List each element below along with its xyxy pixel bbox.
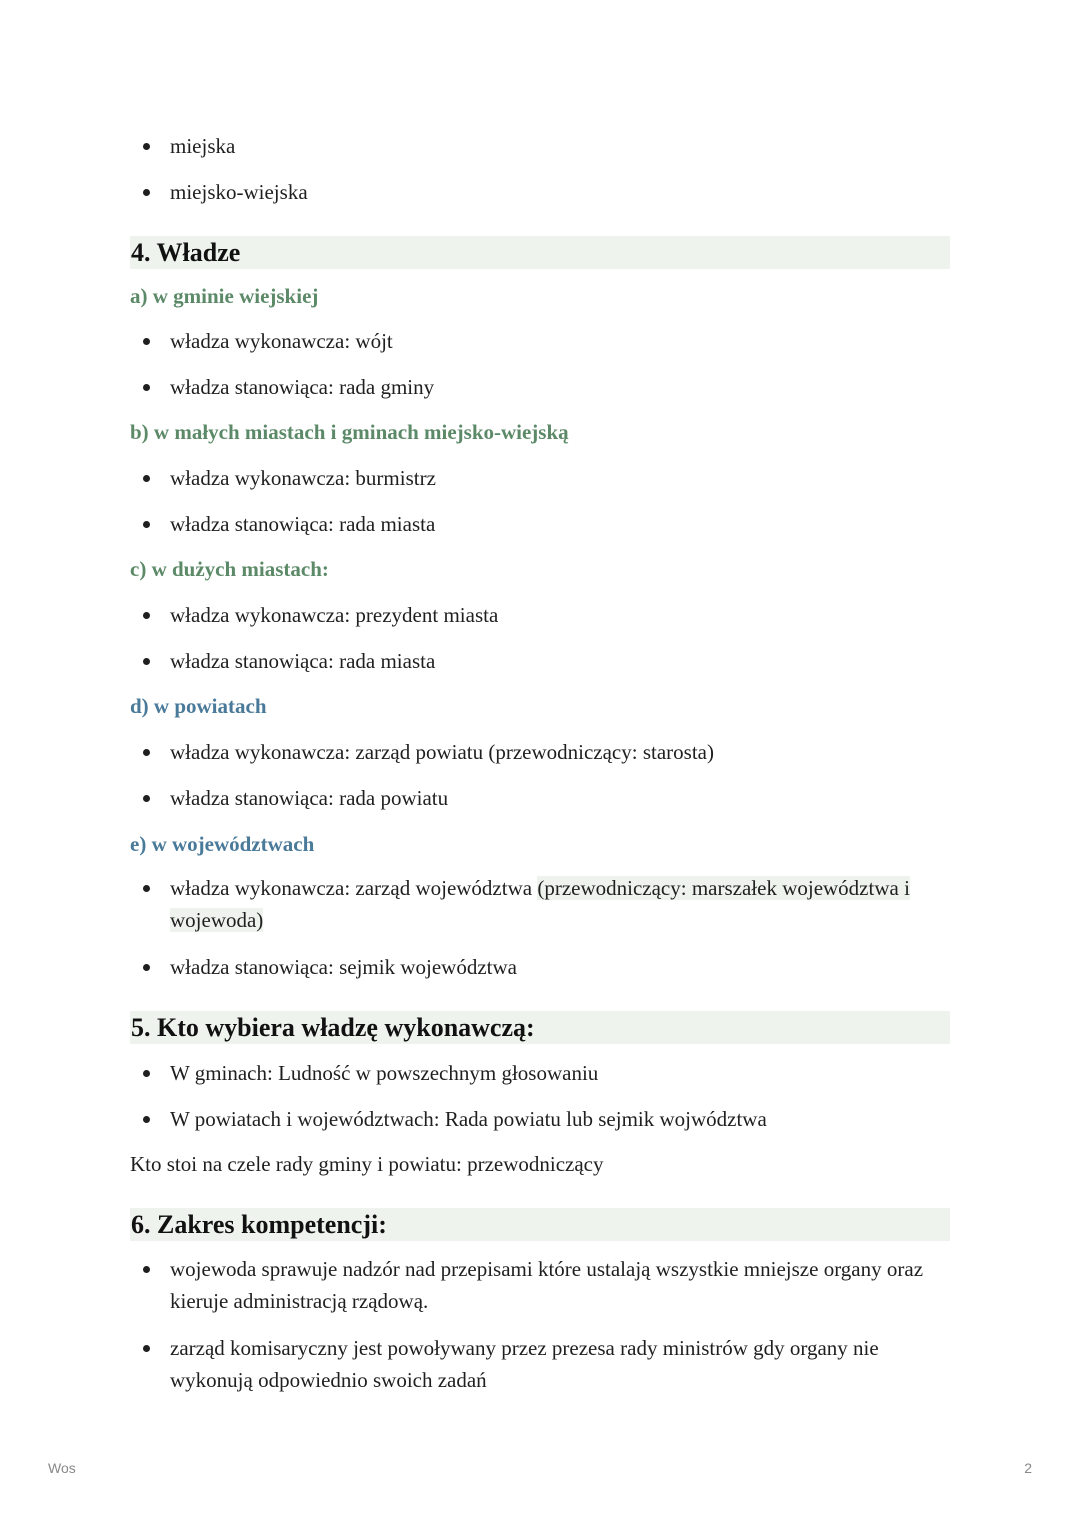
subsection-e-heading: e) w województwach [130, 832, 315, 856]
subsection-a-heading: a) w gminie wiejskiej [130, 284, 319, 308]
subsection-d-heading: d) w powiatach [130, 694, 267, 718]
section-4-heading: 4. Władze [130, 236, 950, 269]
bullet-icon [143, 749, 150, 756]
list-item: władza wykonawcza: prezydent miasta [130, 599, 950, 631]
bullet-icon [143, 338, 150, 345]
subsection-c-list [130, 599, 950, 677]
footer-left: Wos [48, 1460, 76, 1476]
list-item: władza stanowiąca: rada gminy [130, 371, 950, 403]
list-item: wojewoda sprawuje nadzór nad przepisami które ustalają wszystkie mniejsze organy oraz kieruje administracją rządową. [130, 1253, 950, 1317]
list-item: władza wykonawcza: zarząd województwa (przewodniczący: marszałek województwa i wojewoda) [130, 872, 950, 936]
list-item: władza stanowiąca: rada powiatu [130, 782, 950, 814]
list-item: władza wykonawcza: zarząd powiatu (przewodniczący: starosta) [130, 736, 950, 768]
bullet-icon [143, 964, 150, 971]
bullet-icon [143, 1266, 150, 1273]
list-item: władza stanowiąca: rada miasta [130, 508, 950, 540]
section-5-note: Kto stoi na czele rady gminy i powiatu: przewodniczący [130, 1152, 604, 1176]
bullet-icon [143, 1116, 150, 1123]
bullet-icon [143, 1345, 150, 1352]
section-5-list [130, 1057, 950, 1135]
bullet-icon [143, 475, 150, 482]
bullet-icon [143, 384, 150, 391]
list-item: miejska [130, 130, 950, 162]
section-6-heading: 6. Zakres kompetencji: [130, 1208, 950, 1241]
bullet-icon [143, 795, 150, 802]
list-item: władza wykonawcza: wójt [130, 325, 950, 357]
intro-list [130, 130, 950, 208]
list-item: W powiatach i województwach: Rada powiatu lub sejmik wojwództwa [130, 1103, 950, 1135]
list-item: zarząd komisaryczny jest powoływany przez prezesa rady ministrów gdy organy nie wykonują odpowiednio swoich zadań [130, 1332, 950, 1396]
bullet-icon [143, 143, 150, 150]
bullet-icon [143, 1070, 150, 1077]
list-item: władza stanowiąca: sejmik województwa [130, 951, 950, 983]
subsection-c-heading: c) w dużych miastach: [130, 557, 329, 581]
subsection-a-list [130, 325, 950, 403]
page-number: 2 [1024, 1460, 1032, 1476]
subsection-b-heading: b) w małych miastach i gminach miejsko-wiejską [130, 420, 569, 444]
bullet-icon [143, 885, 150, 892]
bullet-icon [143, 521, 150, 528]
subsection-e-list [130, 872, 950, 983]
subsection-d-list [130, 736, 950, 814]
list-item: władza wykonawcza: burmistrz [130, 462, 950, 494]
list-item: W gminach: Ludność w powszechnym głosowaniu [130, 1057, 950, 1089]
highlighted-text: (przewodniczący: marszałek województwa i wojewoda) [170, 876, 910, 932]
section-5-heading: 5. Kto wybiera władzę wykonawczą: [130, 1011, 950, 1044]
list-item: władza stanowiąca: rada miasta [130, 645, 950, 677]
subsection-b-list [130, 462, 950, 540]
list-item: miejsko-wiejska [130, 176, 950, 208]
section-6-list [130, 1253, 950, 1396]
bullet-icon [143, 612, 150, 619]
bullet-icon [143, 658, 150, 665]
bullet-icon [143, 189, 150, 196]
